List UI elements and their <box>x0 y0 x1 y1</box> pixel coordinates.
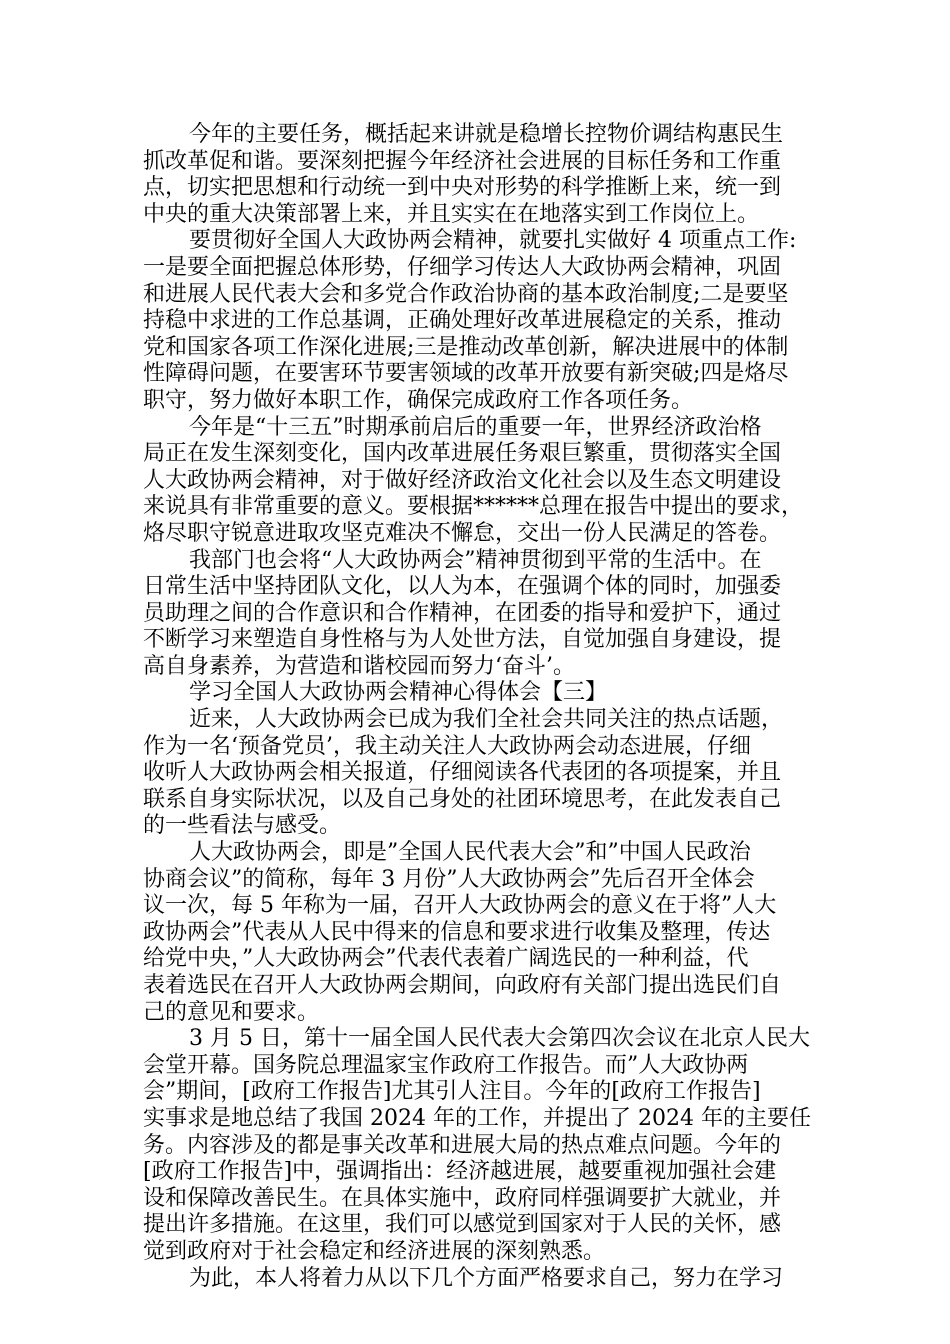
text-line: 来说具有非常重要的意义。要根据******总理在报告中提出的要求， <box>143 494 804 520</box>
text-line: 点，切实把思想和行动统一到中央对形势的科学推断上来，统一到 <box>143 175 782 201</box>
text-line: 性障碍问题，在要害环节要害领域的改革开放要有新突破;四是烙尽 <box>143 361 789 387</box>
text-line: 联系自身实际状况，以及自己身处的社团环境思考，在此发表自己 <box>143 786 782 812</box>
text-line: 烙尽职守锐意进取攻坚克难决不懈怠，交出一份人民满足的答卷。 <box>143 520 782 546</box>
text-line: 会堂开幕。国务院总理温家宝作政府工作报告。而”人大政协两 <box>143 1052 749 1078</box>
text-line: 持稳中求进的工作总基调，正确处理好改革进展稳定的关系，推动 <box>143 308 782 334</box>
text-line: 要贯彻好全国人大政协两会精神，就要扎实做好 4 项重点工作: <box>189 228 797 254</box>
text-line: 己的意见和要求。 <box>143 999 320 1025</box>
text-line: 不断学习来塑造自身性格与为人处世方法，自觉加强自身建设，提 <box>143 627 782 653</box>
text-line: [政府工作报告]中，强调指出：经济越进展，越要重视加强社会建 <box>143 1159 777 1185</box>
text-line: 学习全国人大政协两会精神心得体会【三】 <box>189 680 608 706</box>
text-line: 收听人大政协两会相关报道，仔细阅读各代表团的各项提案，并且 <box>143 760 782 786</box>
text-line: 人大政协两会，即是”全国人民代表大会”和”中国人民政治 <box>189 840 751 866</box>
text-line: 抓改革促和谐。要深刻把握今年经济社会进展的目标任务和工作重 <box>143 148 782 174</box>
text-line: 和进展人民代表大会和多党合作政治协商的基本政治制度;二是要坚 <box>143 281 789 307</box>
text-line: 今年是“十三五”时期承前启后的重要一年，世界经济政治格 <box>189 414 762 440</box>
text-line: 设和保障改善民生。在具体实施中，政府同样强调要扩大就业，并 <box>143 1185 782 1211</box>
text-line: 给党中央，”人大政协两会”代表代表着广阔选民的一种利益，代 <box>143 946 749 972</box>
text-line: 3 月 5 日，第十一届全国人民代表大会第四次会议在北京人民大 <box>189 1026 810 1052</box>
text-line: 觉到政府对于社会稳定和经济进展的深刻熟悉。 <box>143 1238 606 1264</box>
text-line: 为此，本人将着力从以下几个方面严格要求自己，努力在学习 <box>189 1265 784 1291</box>
text-line: 我部门也会将“人大政协两会”精神贯彻到平常的生活中。在 <box>189 547 762 573</box>
text-line: 议一次，每 5 年称为一届，召开人大政协两会的意义在于将”人大 <box>143 893 777 919</box>
text-line: 作为一名‘预备党员’，我主动关注人大政协两会动态进展，仔细 <box>143 733 751 759</box>
text-line: 人大政协两会精神，对于做好经济政治文化社会以及生态文明建设 <box>143 467 782 493</box>
text-line: 党和国家各项工作深化进展;三是推动改革创新，解决进展中的体制 <box>143 334 789 360</box>
document-body <box>143 122 811 1292</box>
text-line: 日常生活中坚持团队文化，以人为本，在强调个体的同时，加强委 <box>143 574 782 600</box>
text-line: 务。内容涉及的都是事关改革和进展大局的热点难点问题。今年的 <box>143 1132 782 1158</box>
text-line: 会”期间，[政府工作报告]尤其引人注目。今年的[政府工作报告] <box>143 1079 761 1105</box>
text-line: 近来，人大政协两会已成为我们全社会共同关注的热点话题， <box>189 707 784 733</box>
text-line: 一是要全面把握总体形势，仔细学习传达人大政协两会精神，巩固 <box>143 254 782 280</box>
text-line: 今年的主要任务，概括起来讲就是稳增长控物价调结构惠民生 <box>189 122 784 147</box>
text-line: 员助理之间的合作意识和合作精神，在团委的指导和爱护下，通过 <box>143 600 782 626</box>
text-line: 提出许多措施。在这里，我们可以感觉到国家对于人民的关怀，感 <box>143 1212 782 1238</box>
text-line: 政协两会”代表从人民中得来的信息和要求进行收集及整理，传达 <box>143 919 771 945</box>
text-line: 的一些看法与感受。 <box>143 813 342 839</box>
text-line: 局正在发生深刻变化，国内改革进展任务艰巨繁重，贯彻落实全国 <box>143 441 782 467</box>
text-line: 高自身素养，为营造和谐校园而努力‘奋斗’。 <box>143 653 575 679</box>
text-line: 表着选民在召开人大政协两会期间，向政府有关部门提出选民们自 <box>143 973 782 998</box>
text-line: 实事求是地总结了我国 2024 年的工作，并提出了 2024 年的主要任 <box>143 1105 811 1131</box>
text-line: 中央的重大决策部署上来，并且实实在在地落实到工作岗位上。 <box>143 201 760 227</box>
text-line: 职守，努力做好本职工作，确保完成政府工作各项任务。 <box>143 387 694 413</box>
text-line: 协商会议”的简称，每年 3 月份”人大政协两会”先后召开全体会 <box>143 866 755 892</box>
